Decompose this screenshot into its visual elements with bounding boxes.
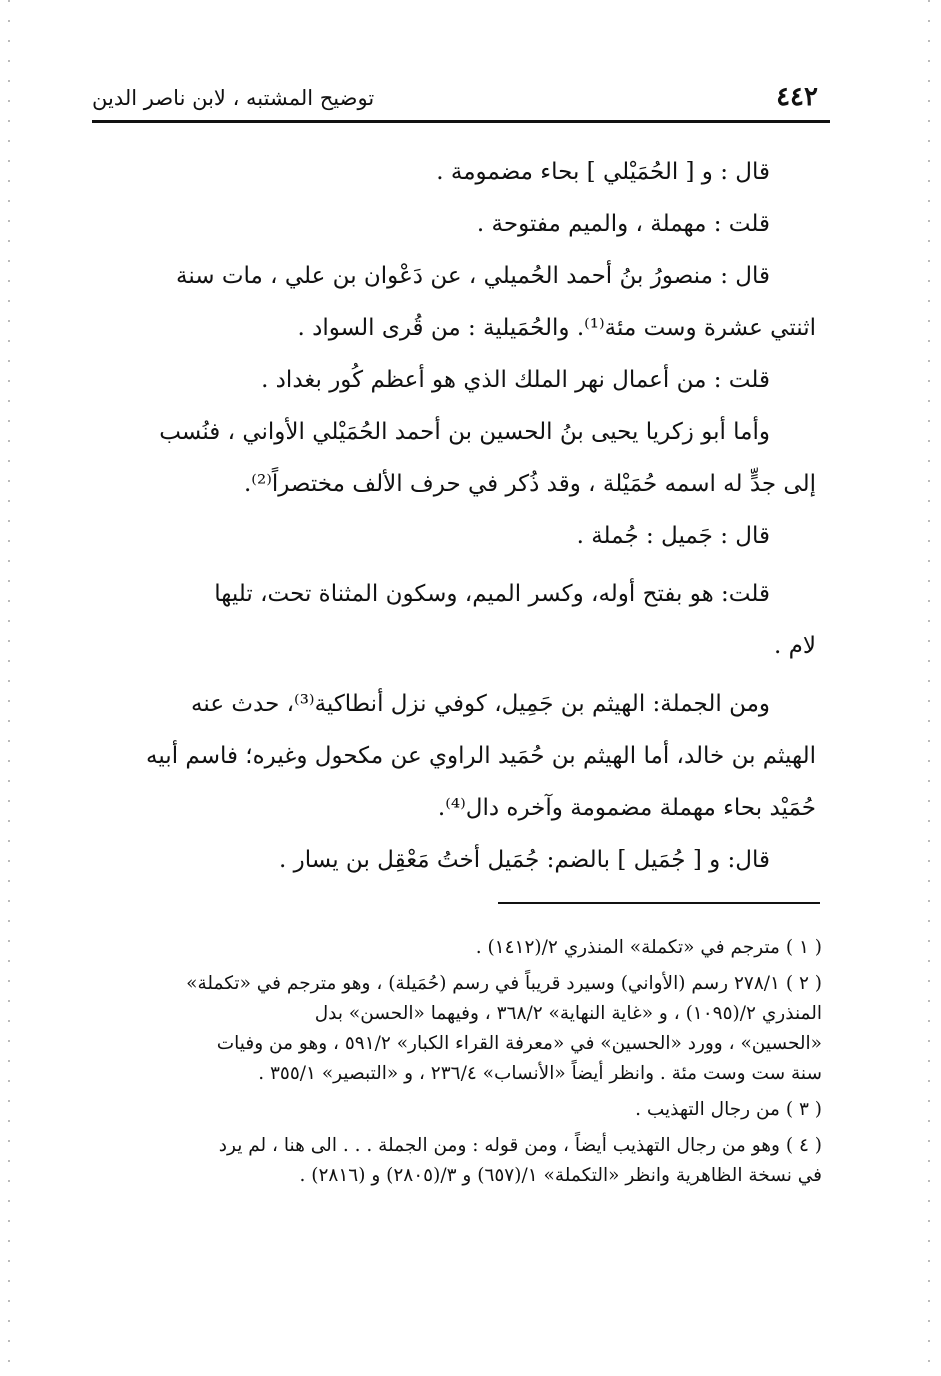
page-header [92, 82, 818, 116]
text-line: قال: و [ جُمَيل ] بالضم: جُمَيل أختُ مَعْقِل بن يسار . [278, 847, 770, 873]
scan-margin-right [928, 0, 930, 1376]
text-line: قال : منصورُ بنُ أحمد الحُميلي ، عن دَعْوان بن علي ، مات سنة [175, 263, 770, 289]
footnotes [110, 933, 822, 1191]
text-line: قلت: هو بفتح أوله، وكسر الميم، وسكون المثناة تحت، تليها [214, 581, 770, 607]
footnote-line: ( ٤ ) وهو من رجال التهذيب أيضاً ، ومن قوله : ومن الجملة . . . الى هنا ، لم يرد [218, 1135, 822, 1156]
main-text [104, 146, 816, 886]
text-line: حُمَيْد بحاء مهملة مضمومة وآخره دال⁽⁴⁾. [437, 795, 816, 821]
footnote-line: في نسخة الظاهرية وانظر «التكملة» ١/(٦٥٧) و ٣/(٢٨٠٥) و (٢٨١٦) . [299, 1165, 822, 1186]
text-line: قلت : مهملة ، والميم مفتوحة . [476, 211, 770, 237]
footnote-rule [498, 902, 820, 904]
footnote-line: سنة ست وست مئة . وانظر أيضاً «الأنساب» ٢٣٦/٤ ، و «التبصير» ٣٥٥/١ . [258, 1063, 822, 1084]
text-line: قال : و [ الحُمَيْلي ] بحاء مضمومة . [436, 159, 770, 185]
text-line: وأما أبو زكريا يحيى بنُ الحسين بن أحمد الحُمَيْلي الأواني ، فنُسب [159, 419, 770, 445]
running-title: توضيح المشتبه ، لابن ناصر الدين [92, 86, 375, 110]
footnote-line: ( ١ ) مترجم في «تكملة» المنذري ٢/(١٤١٢) . [475, 937, 822, 958]
scan-margin-left [8, 0, 10, 1376]
text-line: إلى جدٍّ له اسمه حُمَيْلة ، وقد ذُكر في حرف الألف مختصراً⁽²⁾. [243, 471, 816, 497]
text-line: قلت : من أعمال نهر الملك الذي هو أعظم كُور بغداد . [261, 367, 770, 393]
text-line: لام . [774, 633, 816, 659]
header-rule [92, 120, 830, 123]
text-line: اثنتي عشرة وست مئة⁽¹⁾. والحُمَيلية : من قُرى السواد . [297, 315, 816, 341]
footnote-line: المنذري ٢/(١٠٩٥) ، و «غاية النهاية» ٣٦٨/٢ ، وفيهما «الحسن» بدل [314, 1003, 822, 1024]
footnote-line: ( ٣ ) من رجال التهذيب . [635, 1099, 822, 1120]
footnote-line: ( ٢ ) ٢٧٨/١ رسم (الأواني) وسيرد قريباً في رسم (حُمَيلة) ، وهو مترجم في «تكملة» [186, 973, 822, 994]
page-number: ٤٤٢ [776, 82, 818, 112]
footnote-line: «الحسين» ، وورد «الحسين» في «معرفة القراء الكبار» ٥٩١/٢ ، وهو من وفيات [216, 1033, 822, 1054]
text-line: الهيثم بن خالد، أما الهيثم بن حُمَيد الراوي عن مكحول وغيره؛ فاسم أبيه [146, 743, 816, 769]
text-line: ومن الجملة: الهيثم بن جَمِيل، كوفي نزل أنطاكية⁽³⁾، حدث عنه [191, 691, 770, 717]
text-line: قال : جَميل : جُملة . [576, 523, 770, 549]
